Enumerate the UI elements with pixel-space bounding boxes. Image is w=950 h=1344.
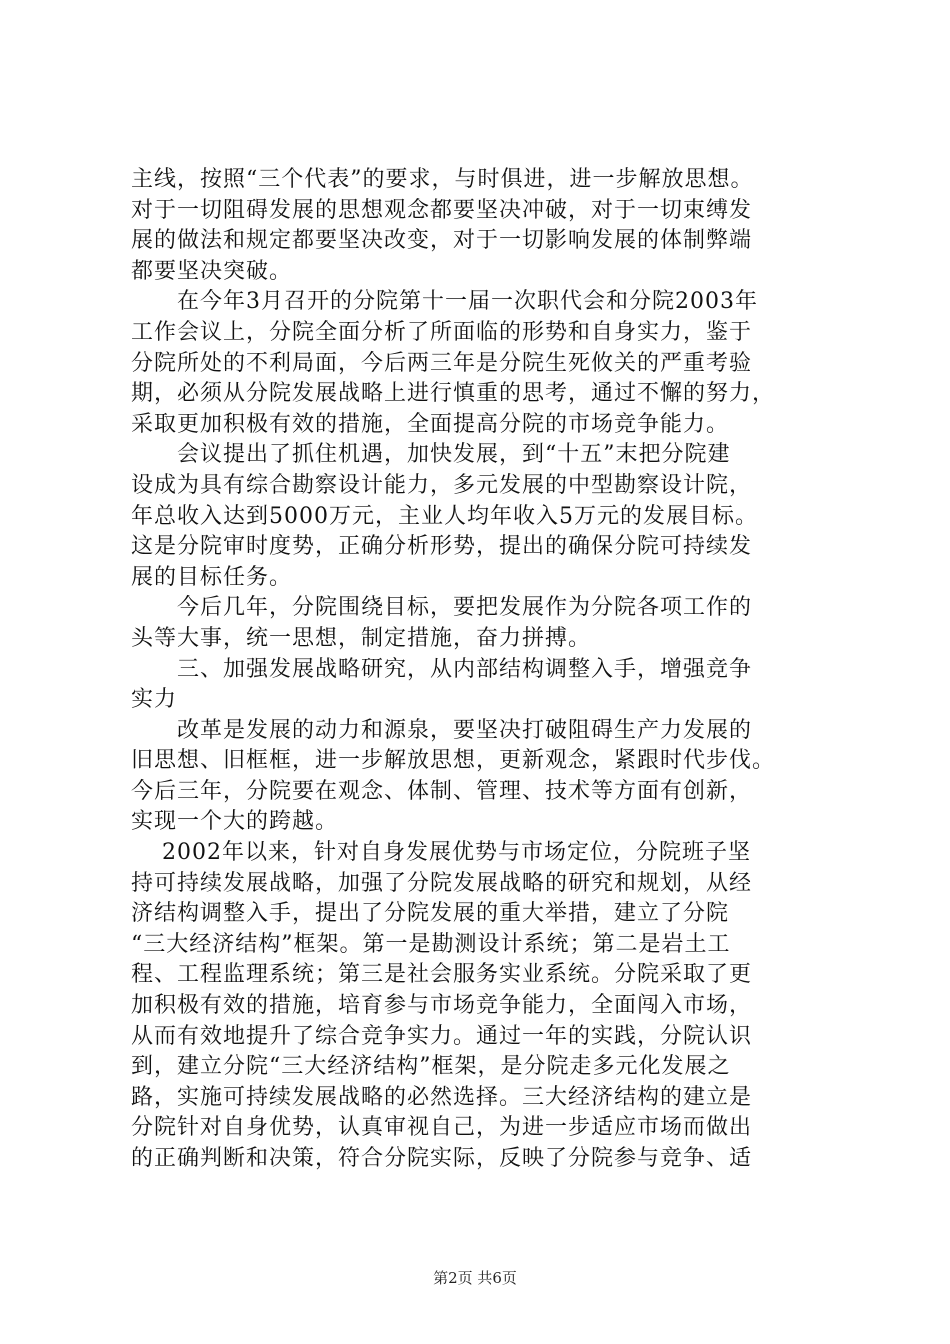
text-line: 期，必须从分院发展战略上进行慎重的思考，通过不懈的努力， (131, 381, 776, 407)
text-line: 济结构调整入手，提出了分院发展的重大举措，建立了分院 (131, 901, 730, 927)
text-line: 工作会议上，分院全面分析了所面临的形势和自身实力，鉴于 (131, 319, 753, 345)
section-heading-line: 实力 (131, 687, 178, 713)
text-line: 改革是发展的动力和源泉，要坚决打破阻碍生产力发展的 (131, 717, 753, 743)
text-line: 在今年3月召开的分院第十一届一次职代会和分院2003年 (131, 289, 758, 315)
text-line: 设成为具有综合勘察设计能力，多元发展的中型勘察设计院， (131, 472, 753, 498)
text-line: 从而有效地提升了综合竞争实力。通过一年的实践，分院认识 (131, 1023, 753, 1049)
text-line: 分院所处的不利局面，今后两三年是分院生死攸关的严重考验 (131, 350, 753, 376)
text-line: 这是分院审时度势，正确分析形势，提出的确保分院可持续发 (131, 534, 753, 560)
section-heading-line: 三、加强发展战略研究，从内部结构调整入手，增强竞争 (131, 656, 753, 682)
text-line: 展的做法和规定都要坚决改变，对于一切影响发展的体制弊端 (131, 228, 753, 254)
text-line: 年总收入达到5000万元，主业人均年收入5万元的发展目标。 (131, 503, 758, 529)
text-line: 展的目标任务。 (131, 564, 293, 590)
text-line: 今后三年，分院要在观念、体制、管理、技术等方面有创新， (131, 778, 753, 804)
text-line: 持可持续发展战略，加强了分院发展战略的研究和规划，从经 (131, 870, 753, 896)
page-number-label: 第2页 共6页 (433, 1269, 517, 1287)
text-line: 2002年以来，针对自身发展优势与市场定位，分院班子坚 (131, 840, 751, 866)
text-line: 主线，按照“三个代表”的要求，与时俱进，进一步解放思想。 (131, 167, 754, 192)
text-line: “三大经济结构”框架。第一是勘测设计系统；第二是岩土工 (131, 931, 731, 957)
text-line: 分院针对自身优势，认真审视自己，为进一步适应市场而做出 (131, 1115, 753, 1141)
text-line: 加积极有效的措施，培育参与市场竞争能力，全面闯入市场， (131, 993, 753, 1019)
body-text (131, 165, 831, 1175)
text-line: 路，实施可持续发展战略的必然选择。三大经济结构的建立是 (131, 1084, 753, 1110)
text-line: 程、工程监理系统；第三是社会服务实业系统。分院采取了更 (131, 962, 753, 988)
text-line: 会议提出了抓住机遇，加快发展，到“十五”末把分院建 (131, 442, 731, 468)
text-line: 的正确判断和决策，符合分院实际，反映了分院参与竞争、适 (131, 1146, 753, 1171)
text-line: 到，建立分院“三大经济结构”框架，是分院走多元化发展之 (131, 1054, 731, 1080)
text-line: 对于一切阻碍发展的思想观念都要坚决冲破，对于一切束缚发 (131, 197, 753, 223)
text-line: 旧思想、旧框框，进一步解放思想，更新观念，紧跟时代步伐。 (131, 748, 776, 774)
text-line: 采取更加积极有效的措施，全面提高分院的市场竞争能力。 (131, 411, 730, 437)
text-line: 今后几年，分院围绕目标，要把发展作为分院各项工作的 (131, 595, 753, 621)
page-footer (0, 1268, 950, 1288)
text-line: 都要坚决突破。 (131, 258, 293, 284)
text-line: 头等大事，统一思想，制定措施，奋力拼搏。 (131, 625, 592, 651)
text-line: 实现一个大的跨越。 (131, 809, 339, 835)
